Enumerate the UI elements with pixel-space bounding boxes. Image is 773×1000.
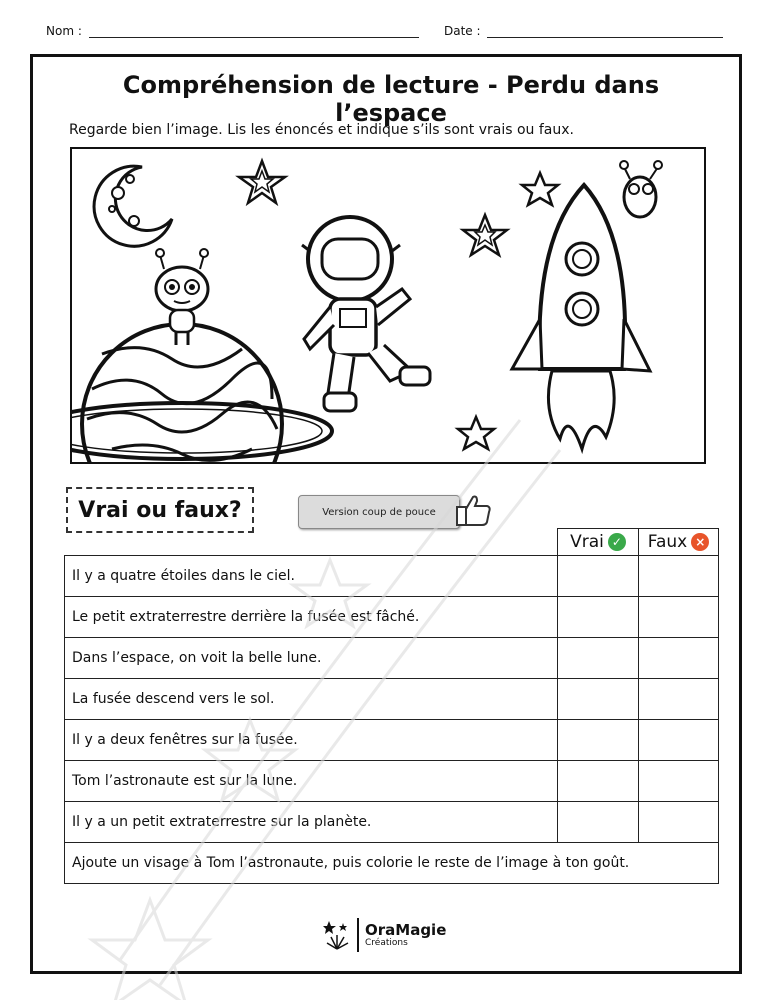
true-checkbox-cell[interactable]: [558, 679, 639, 720]
true-checkbox-cell[interactable]: [558, 720, 639, 761]
true-checkbox-cell[interactable]: [558, 802, 639, 843]
thumbs-up-icon[interactable]: [455, 491, 493, 529]
rocket-icon: [512, 185, 650, 449]
table-row: [65, 720, 719, 761]
star-icon: [463, 215, 507, 255]
table-row: [65, 679, 719, 720]
final-instruction-row: [65, 843, 719, 884]
true-checkbox-cell[interactable]: [558, 556, 639, 597]
name-label: Nom :: [46, 24, 82, 38]
false-checkbox-cell[interactable]: [639, 597, 719, 638]
alien-icon: [620, 161, 662, 217]
brand-subtitle: Créations: [365, 938, 408, 948]
statement-text: Il y a deux fenêtres sur la fusée.: [65, 720, 558, 761]
statement-text: Tom l’astronaute est sur la lune.: [65, 761, 558, 802]
statement-text: Dans l’espace, on voit la belle lune.: [65, 638, 558, 679]
column-false-label: Faux: [647, 532, 688, 552]
true-checkbox-cell[interactable]: [558, 761, 639, 802]
table-row: [65, 597, 719, 638]
false-checkbox-cell[interactable]: [639, 556, 719, 597]
statement-text: La fusée descend vers le sol.: [65, 679, 558, 720]
name-field[interactable]: [89, 37, 419, 38]
table-row: [65, 556, 719, 597]
star-icon: [239, 161, 285, 203]
statement-text: Le petit extraterrestre derrière la fusée est fâché.: [65, 597, 558, 638]
true-false-table: [64, 528, 719, 884]
star-icon: [458, 417, 494, 449]
check-icon: ✓: [608, 533, 626, 551]
astronaut-icon: [302, 217, 430, 411]
statement-text: Il y a quatre étoiles dans le ciel.: [65, 556, 558, 597]
table-header-row: [65, 529, 719, 556]
brand-name: OraMagie: [365, 921, 447, 939]
false-checkbox-cell[interactable]: [639, 761, 719, 802]
fireworks-icon: [323, 919, 351, 951]
header: [0, 20, 773, 44]
space-illustration: [70, 147, 706, 464]
column-false-header: [639, 529, 719, 556]
false-checkbox-cell[interactable]: [639, 802, 719, 843]
statement-text: Il y a un petit extraterrestre sur la planète.: [65, 802, 558, 843]
true-checkbox-cell[interactable]: [558, 597, 639, 638]
illustration-svg: [72, 149, 704, 462]
instructions: Regarde bien l’image. Lis les énoncés et indique s’ils sont vrais ou faux.: [69, 122, 574, 138]
planet-icon: [72, 324, 332, 462]
moon-icon: [94, 166, 172, 246]
false-checkbox-cell[interactable]: [639, 638, 719, 679]
section-label: Vrai ou faux?: [66, 487, 254, 533]
final-instruction: Ajoute un visage à Tom l’astronaute, puis colorie le reste de l’image à ton goût.: [65, 843, 719, 884]
worksheet-title: Compréhension de lecture - Perdu dans l’espace: [122, 71, 660, 127]
date-field[interactable]: [487, 37, 723, 38]
column-true-header: [558, 529, 639, 556]
star-icon: [522, 173, 558, 205]
true-checkbox-cell[interactable]: [558, 638, 639, 679]
worksheet-frame: [30, 54, 742, 974]
brand-logo: [323, 915, 446, 955]
help-version-button[interactable]: Version coup de pouce: [298, 495, 460, 529]
table-row: [65, 802, 719, 843]
false-checkbox-cell[interactable]: [639, 679, 719, 720]
date-label: Date :: [444, 24, 481, 38]
column-true-label: Vrai: [570, 532, 604, 552]
cross-icon: ×: [691, 533, 709, 551]
table-row: [65, 638, 719, 679]
table-row: [65, 761, 719, 802]
false-checkbox-cell[interactable]: [639, 720, 719, 761]
